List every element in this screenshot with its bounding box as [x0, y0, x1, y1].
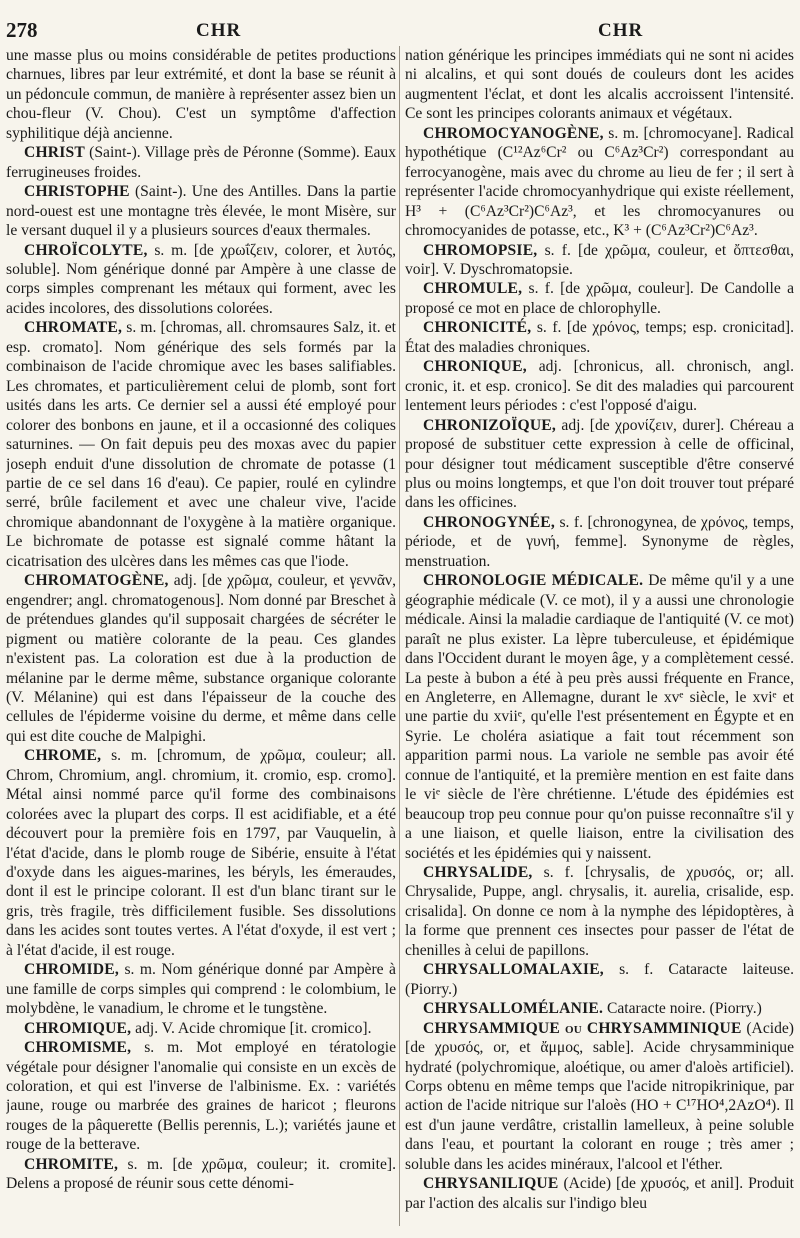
dictionary-entry: [6, 1019, 396, 1038]
entry-text: s. f. [chronogynea, de χρόνος, temps, période, et de γυνή, femme]. Synonyme de règles, menstruation.: [405, 513, 794, 570]
entry-headword: CHROMOCYANOGÈNE,: [423, 124, 604, 142]
entry-text: s. m. Mot employé en tératologie végétale pour désigner l'anomalie qui consiste en un excès de coloration, et qui est l'inverse de l'albinisme. Ex. : variétés jaune, rouge ou marbrée des graines de haricot ; fleurons rouges de la pâquerette (Bellis perennis, L.); variétés jaune et rouge de la betterave.: [6, 1039, 396, 1154]
dictionary-entry: [6, 182, 396, 240]
entry-text: adj. V. Acide chromique [it. cromico].: [135, 1019, 372, 1037]
dictionary-entry: [405, 46, 794, 124]
entry-headword: CHRONIQUE,: [423, 358, 527, 376]
entry-headword: CHRYSALIDE,: [423, 864, 533, 882]
dictionary-entry: [405, 571, 794, 863]
entry-headword: CHROMATE,: [24, 319, 123, 337]
dictionary-entry: [405, 357, 794, 415]
dictionary-entry: [405, 318, 794, 357]
left-column: [6, 46, 396, 1236]
dictionary-entry: [405, 241, 794, 280]
dictionary-entry: [6, 318, 396, 571]
entry-text: s. f. [de χρῶμα, couleur]. De Candolle a proposé ce mot en place de chlorophylle.: [405, 280, 794, 317]
dictionary-entry: [405, 124, 794, 241]
entry-text: s. f. Cataracte laiteuse. (Piorry.): [405, 961, 794, 998]
entry-headword: CHRIST: [24, 144, 85, 162]
entry-text: s. f. [chrysalis, de χρυσός, or; all. Chrysalide, Puppe, angl. chrysalis, it. aurelia, crisalide, esp. crisalida]. On donne ce nom à la nymphe des lépidoptères, à la forme que prennent ces insectes pour passer de l'état de chenilles à celui de papillons.: [405, 864, 794, 959]
entry-text: (Acide) [de χρυσός, et anil]. Produit par l'action des alcalis sur l'indigo bleu: [405, 1175, 794, 1212]
page-number: 278: [6, 18, 38, 42]
entry-text: s. m. [de χρωΐζειν, colorer, et λυτός, soluble]. Nom générique donné par Ampère à une classe de corps simples comprenant les métaux qui forment, avec les acides incolores, des dissolutions colorées.: [6, 241, 396, 317]
entry-headword: CHRONICITÉ,: [423, 319, 532, 337]
entry-text: adj. [chronicus, all. chronisch, angl. cronic, it. et esp. cronico]. Se dit des maladies qui parcourent lentement leurs périodes : c'est l'opposé d'aigu.: [405, 358, 794, 415]
dictionary-entry: [6, 571, 396, 746]
entry-text: adj. [de χρονίζειν, durer]. Chéreau a proposé de substituer cette expression à celle de officinal, pour désigner tout médicament susceptible d'être conservé plus ou moins longtemps, et que l'on doit trouver tout préparé dans les officines.: [405, 416, 794, 512]
entry-text: s. m. [chromocyane]. Radical hypothétique (C¹²Az⁶Cr² ou C⁶Az³Cr²) correspondant au ferrocyanogène, mais avec du chrome au lieu de fer ; il sert à représenter l'acide chromocyanhydrique qui existe réellement, H³ + (C⁶Az³Cr²)C⁶Az³, et les chromocyanures ou chromocyanides de potasse, etc., K³ + (C⁶Az³Cr²)C⁶Az³.: [405, 124, 794, 240]
entry-headword: CHROMITE,: [24, 1155, 119, 1173]
entry-text: (Saint-). Village près de Péronne (Somme). Eaux ferrugineuses froides.: [6, 144, 396, 181]
column-divider: [399, 46, 400, 1226]
entry-text: s. f. [de χρῶμα, couleur, et ὄπτεσθαι, voir]. V. Dyschromatopsie.: [405, 241, 794, 278]
entry-headword: CHROMOPSIE,: [423, 241, 538, 259]
entry-text: s. m. [chromas, all. chromsaures Salz, it. et esp. cromato]. Nom générique des sels formés par la combinaison de l'acide chromique avec les bases salifiables. Les chromates, et particulièrement celui de plomb, sont fort usités dans les arts. Ce dernier sel a aussi été employé pour colorer des bonbons en jaune, et il a occasionné des coliques saturnines. — On fait depuis peu des moxas avec du papier joseph enduit d'une dissolution de chromate de potasse (1 partie de ce sel dans 16 d'eau). Ce papier, roulé en cylindre serré, brûle facilement et avec une chaleur vive, l'acide chromique abandonnant de l'oxygène à la matière organique. Le bichromate de potasse est signalé comme hâtant la cicatrisation des ulcères dans les mêmes cas que l'iode.: [6, 319, 396, 570]
dictionary-entry: [405, 1174, 794, 1213]
running-head-left: CHR: [196, 20, 242, 41]
entry-headword: CHRYSAMMIQUE ou CHRYSAMMINIQUE: [423, 1019, 742, 1037]
entry-text: s. m. [chromum, de χρῶμα, couleur; all. Chrom, Chromium, angl. chromium, it. cromio, esp. cromo]. Métal ainsi nommé parce qu'il forme des combinaisons colorées avec la plupart des corps. Il est acidifiable, et a été découvert pour la première fois en 1797, par Vauquelin, à l'état d'acide, dans le plomb rouge de Sibérie, ensuite à l'état d'oxyde dans les aigues-marines, les béryls, les émeraudes, dont il est le principe colorant. Il est d'un blanc tirant sur le gris, très fragile, très difficilement fusible. Ses dissolutions dans les acides sont toutes vertes. A l'état d'oxyde, il est vert ; à l'état d'acide, il est rouge.: [6, 747, 396, 959]
entry-headword: CHRONOLOGIE MÉDICALE.: [423, 572, 644, 590]
dictionary-entry: [405, 960, 794, 999]
entry-headword: CHROME,: [24, 747, 102, 765]
entry-headword: CHRYSALLOMÉLANIE.: [423, 1000, 604, 1018]
entry-headword: CHROMATOGÈNE,: [24, 572, 169, 590]
dictionary-entry: [6, 241, 396, 319]
entry-headword: CHRISTOPHE: [24, 183, 130, 201]
entry-headword: CHRYSANILIQUE: [423, 1175, 559, 1193]
running-head-right: CHR: [598, 20, 644, 41]
entry-text: (Saint-). Une des Antilles. Dans la partie nord-ouest est une montagne très élevée, le mont Misère, sur le versant duquel il y a plusieurs sources d'eaux thermales.: [6, 183, 396, 240]
right-column: [405, 46, 794, 1236]
entry-headword: CHRYSALLOMALAXIE,: [423, 961, 604, 979]
dictionary-entry: [6, 746, 396, 960]
dictionary-entry: [6, 46, 396, 143]
entry-text: adj. [de χρῶμα, couleur, et γεννᾶν, engendrer; angl. chromatogenous]. Nom donné par Breschet à de prétendues glandes qu'il supposait chargées de sécréter le pigment ou matière colorante de la peau. Ces glandes n'existent pas. La coloration est due à la production de mélanine par le derme même, substance organique colorante (V. Mélanine) qui est dans l'épaisseur de la couche des cellules de l'épiderme voisine du derme, et même dans celle qui est dite couche de Malpighi.: [6, 572, 396, 745]
entry-text: s. m. [de χρῶμα, couleur; it. cromite]. Delens a proposé de réunir sous cette dénomi-: [6, 1155, 396, 1193]
entry-text: (Acide) [de χρυσός, or, et ἄμμος, sable]. Acide chrysamminique hydraté (polychromique, aloétique, ou amer d'aloès artificiel). Corps obtenu en même temps que l'acide nitropikrinique, par action de l'acide nitrique sur l'aloès (HO + C¹⁷HO⁴,2AzO⁴). Il est d'un jaune verdâtre, cristallin lamelleux, à peine soluble dans l'eau, et pourtant la colorant en rouge ; très amer ; soluble dans les acides minéraux, l'alcool et l'éther.: [405, 1019, 794, 1173]
dictionary-entry: [6, 960, 396, 1018]
entry-text: De même qu'il y a une géographie médicale (V. ce mot), il y a aussi une chronologie médicale. Ainsi la maladie cardiaque de l'antiquité (V. ce mot) paraît ne plus exister. La lèpre tuberculeuse, et épidémique dans l'Occident durant le moyen âge, y a complètement cessé. La peste à bubon a été à peu près aussi fréquente en France, en Angleterre, en Allemagne, durant le xvᵉ siècle, le xviᵉ et une partie du xviiᵉ, qu'elle l'est présentement en Égypte et en Syrie. Le choléra asiatique a fait tout récemment son apparition parmi nous. La variole ne semble pas avoir été connue de l'antiquité, et la première mention en est faite dans le viᵉ siècle de l'ère chrétienne. L'étude des épidémies est beaucoup trop peu connue pour qu'on puisse reconnaître s'il y a une liaison, et quelle liaison, entre la civilisation des sociétés et les épidémies qui y naissent.: [405, 572, 794, 862]
entry-headword: CHROÏCOLYTE,: [24, 241, 148, 259]
entry-headword: CHROMULE,: [423, 280, 523, 298]
entry-text: Cataracte noire. (Piorry.): [606, 1000, 762, 1018]
entry-text: nation générique les principes immédiats qui ne sont ni acides ni alcalins, et qui sont doués de couleurs dont les acides augmentent l'éclat, et dont les alcalis accroissent l'intensité. Ce sont les principes colorants animaux et végétaux.: [405, 47, 794, 123]
entry-headword: CHROMIDE,: [24, 961, 119, 979]
dictionary-entry: [405, 279, 794, 318]
page-header: [6, 18, 794, 46]
dictionary-entry: [405, 416, 794, 513]
entry-text: une masse plus ou moins considérable de petites productions charnues, libres par leur extrémité, et dont la base se réunit à un pédoncule commun, de manière à représenter assez bien un chou-fleur (V. Chou). C'est un symptôme d'affection syphilitique déjà ancienne.: [6, 47, 396, 142]
dictionary-entry: [405, 999, 794, 1018]
entry-headword: CHROMISME,: [24, 1039, 132, 1057]
entry-text: s. m. Nom générique donné par Ampère à une famille de corps simples qui comprend : le colombium, le molybdène, le vanadium, le chrome et le tungstène.: [6, 961, 396, 1018]
entry-headword: CHRONIZOÏQUE,: [423, 416, 556, 434]
entry-headword: CHRONOGYNÉE,: [423, 513, 555, 531]
dictionary-entry: [405, 863, 794, 960]
dictionary-entry: [6, 1155, 396, 1194]
dictionary-entry: [6, 1038, 396, 1155]
dictionary-entry: [405, 513, 794, 571]
dictionary-entry: [405, 1019, 794, 1175]
entry-headword: CHROMIQUE,: [24, 1019, 132, 1037]
dictionary-entry: [6, 143, 396, 182]
entry-text: s. f. [de χρόνος, temps; esp. cronicitad]. État des maladies chroniques.: [405, 319, 794, 356]
